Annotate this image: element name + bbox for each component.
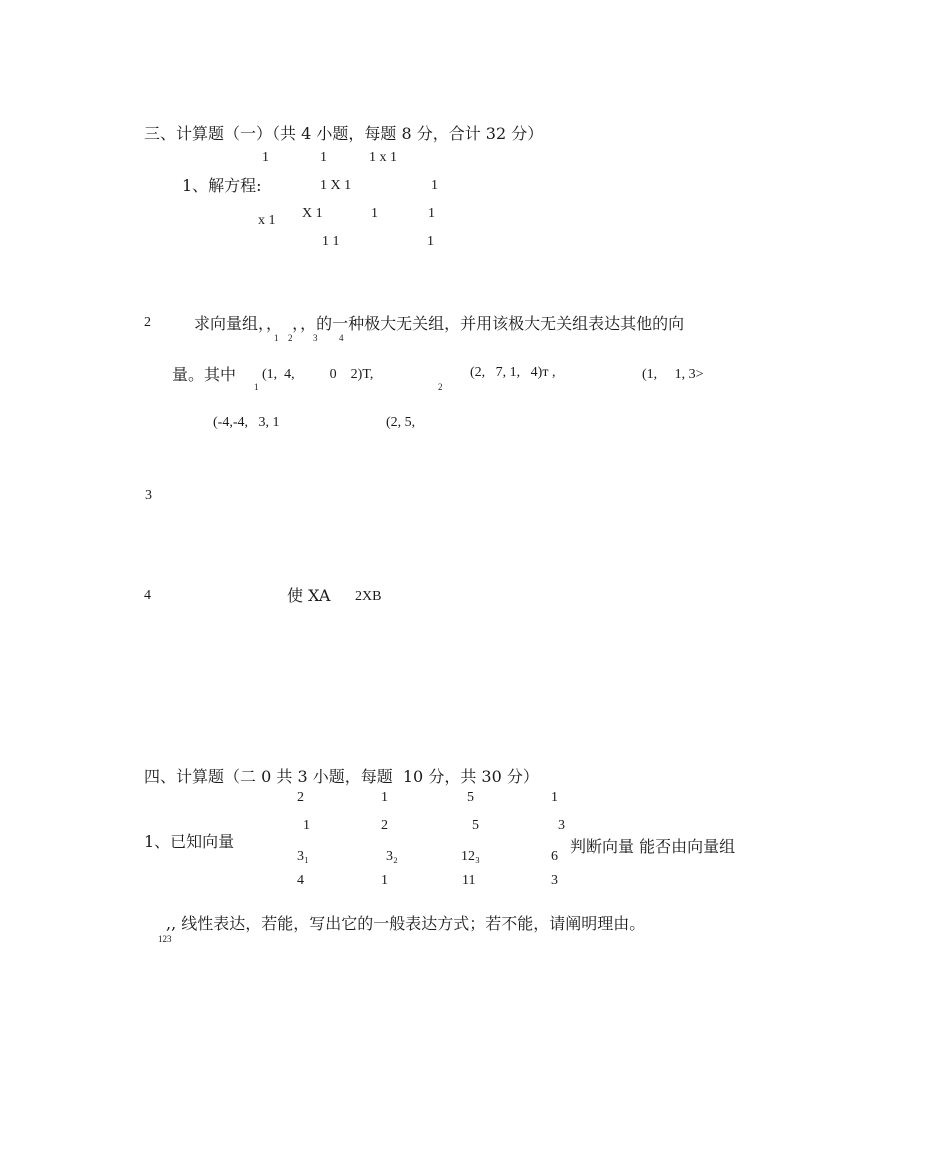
vec-row2-col4: 3 [558,818,565,833]
vec-row4-col4: 3 [551,873,558,888]
alpha2-value: (2, 7, 1, 4)т , [470,365,556,380]
question-4-equation: 使 XA [287,586,331,605]
det-row1-col1: 1 [262,150,269,165]
vec-row1-col4: 1 [551,790,558,805]
clipped-text-fragment: 判断向量 能否由向量组 [570,837,736,856]
vec-row4-col2: 1 [381,873,388,888]
vec-row2-col1: 1 [303,818,310,833]
question-4-term: 2XB [355,589,382,604]
question-4-number: 4 [144,588,151,603]
vec-row4-col3: 11 [462,873,476,888]
alpha2-subscript: 2 [438,382,443,392]
alpha1-value: (1, 4, 0 2)T, [262,367,374,382]
vec-row3-col1: 3₁ [297,849,309,864]
vec-row1-col1: 2 [297,790,304,805]
det-row4-col4: 1 [427,234,434,249]
vec-row4-col1: 4 [297,873,304,888]
vec-row3-col2: 3₂ [386,849,398,864]
det-row1-col3: 1 x 1 [369,150,397,165]
question-2-number: 2 [144,315,151,330]
det-row1-col2: 1 [320,150,327,165]
det-row4-col2: 1 1 [322,234,340,249]
vec-row2-col3: 5 [472,818,479,833]
det-row2-col2: 1 X 1 [320,178,352,193]
section4-question-1-label: 1、已知向量 [144,832,235,851]
det-row3-col1: x 1 [258,213,276,228]
alpha3-value: (1, 1, 3> [642,367,704,382]
vec-row1-col2: 1 [381,790,388,805]
section4-question-1-text: ,, 线性表达，若能，写出它的一般表达方式；若不能，请阐明理由。 [166,914,646,933]
det-row2-col4: 1 [431,178,438,193]
subscripts-123: 123 [158,934,172,944]
subscript-2: 2 [288,333,293,343]
alpha1-subscript: 1 [254,382,259,392]
vec-row1-col3: 5 [467,790,474,805]
det-row3-col4: 1 [428,206,435,221]
subscript-3: 3 [313,333,318,343]
subscript-4: 4 [339,333,344,343]
alpha4-value: (-4,-4, 3, 1 [213,415,280,430]
section-four-heading: 四、计算题（二 0 共 3 小题，每题 10 分，共 30 分） [144,767,539,786]
section-three-heading: 三、计算题（一）（共 4 小题，每题 8 分，合计 32 分） [144,124,544,143]
det-row3-col3: 1 [371,206,378,221]
alpha5-value: (2, 5, [386,415,416,430]
vec-row2-col2: 2 [381,818,388,833]
vec-row3-col4: 6 [551,849,558,864]
question-2-text-line2: 量。其中 [172,365,237,384]
question-1-label: 1、解方程: [182,176,262,195]
vec-row3-col3: 12₃ [461,849,480,864]
question-3-number: 3 [145,488,152,503]
question-2-text-line1: 求向量组，， ，，的一种极大无关组，并用该极大无关组表达其他的向 [194,314,685,333]
det-row3-col2: X 1 [302,206,323,221]
subscript-1: 1 [274,333,279,343]
